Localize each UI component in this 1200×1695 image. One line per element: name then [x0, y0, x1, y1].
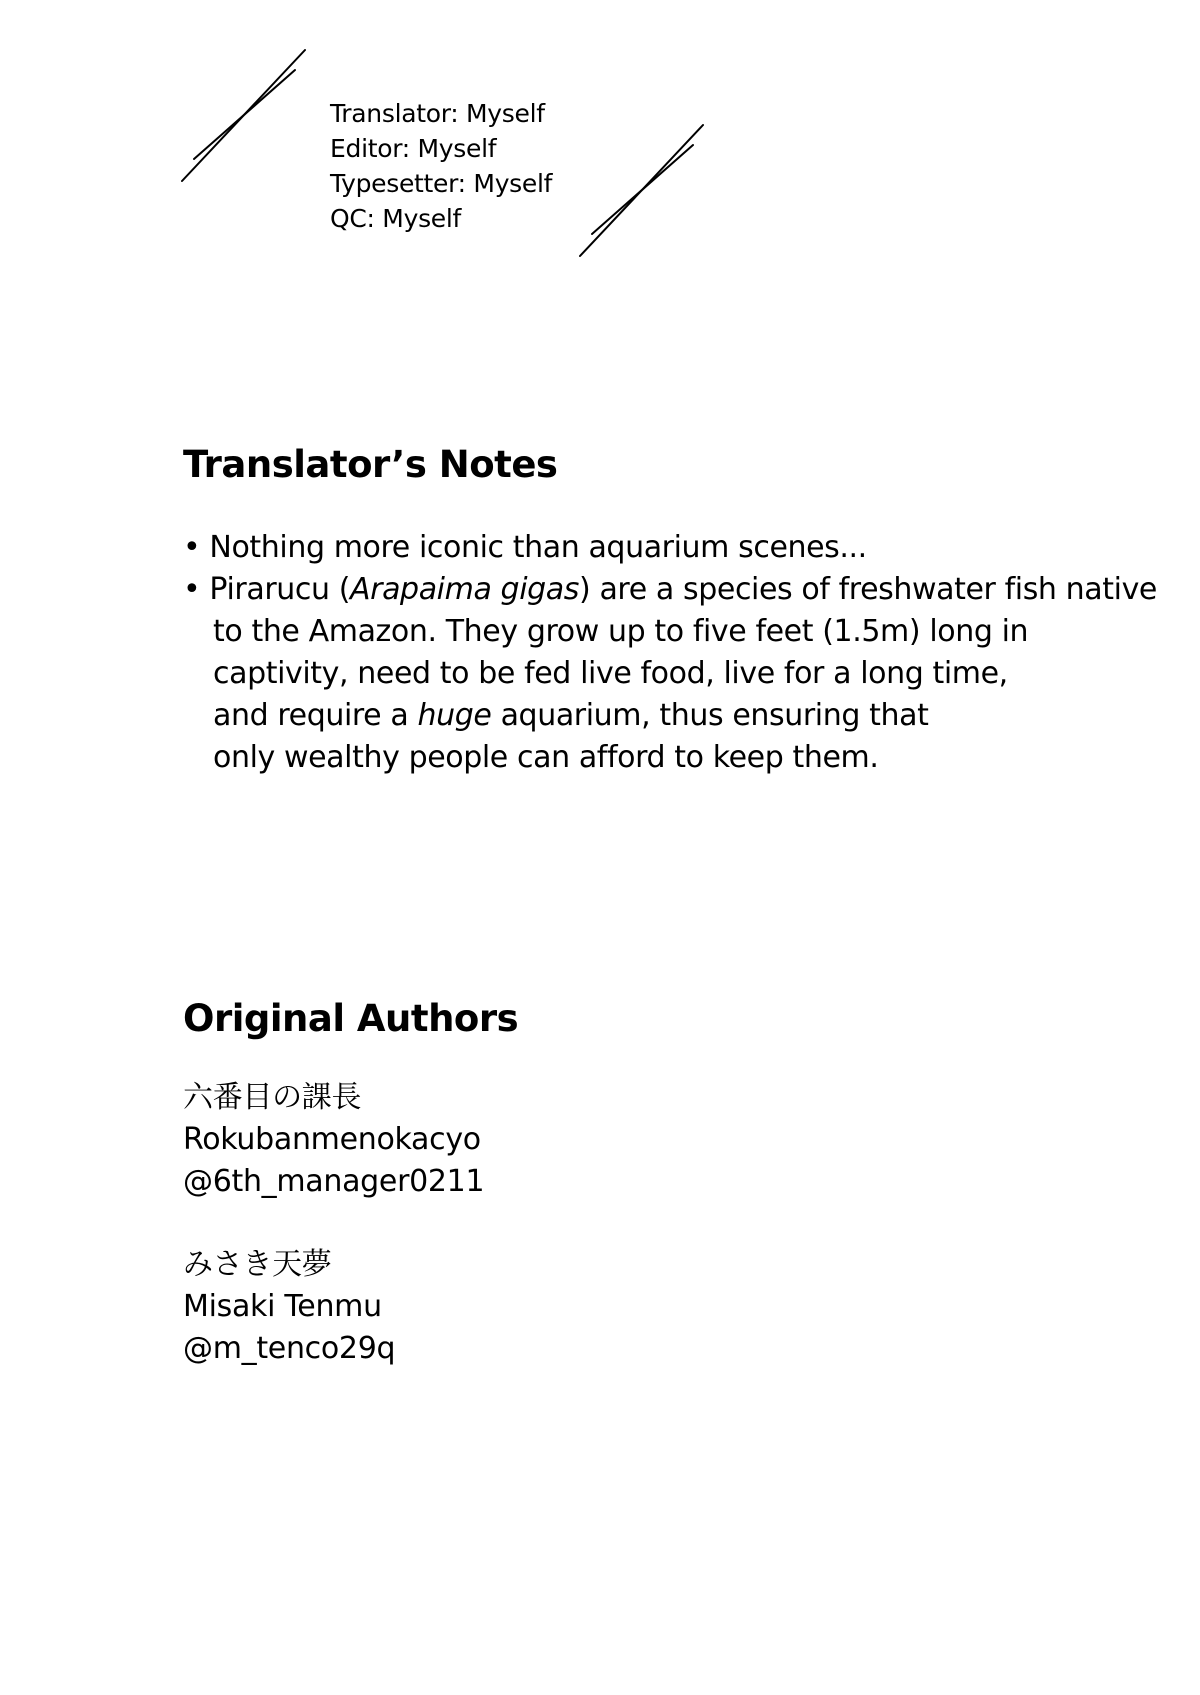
credit-editor: Editor: Myself	[330, 134, 497, 163]
note-2-line-4	[183, 695, 1113, 737]
note-2-line-1-start: • Pirarucu (	[183, 572, 351, 607]
translator-notes-heading: Translator’s Notes	[183, 443, 558, 486]
credit-typesetter: Typesetter: Myself	[330, 169, 553, 198]
note-1-line: • Nothing more iconic than aquarium scenes...	[183, 530, 867, 565]
note-2-line-4-end: aquarium, thus ensuring that	[491, 698, 929, 733]
note-2-line-2: to the Amazon. They grow up to five feet (1.5m) long in	[213, 614, 1029, 649]
author-handle: @6th_manager0211	[183, 1164, 485, 1199]
author-name-japanese: みさき天夢	[183, 1247, 332, 1282]
author-name-romaji: Misaki Tenmu	[183, 1289, 382, 1324]
author-name-japanese: 六番目の課長	[183, 1080, 362, 1115]
left-double-slash	[182, 50, 305, 181]
credit-translator: Translator: Myself	[330, 99, 545, 128]
author-entry	[183, 1244, 395, 1370]
note-2-line-1-end: ) are a species of freshwater fish native	[579, 572, 1157, 607]
species-name-italic: Arapaima gigas	[350, 572, 579, 607]
decorative-slash-lines	[0, 0, 1200, 300]
note-item	[183, 569, 1157, 779]
author-name-romaji: Rokubanmenokacyo	[183, 1122, 481, 1157]
note-2-line-5: only wealthy people can afford to keep them.	[213, 740, 879, 775]
note-item	[183, 527, 1113, 569]
translator-notes-list	[183, 527, 1157, 779]
note-2-line-1	[183, 569, 1157, 611]
emphasis-italic: huge	[417, 698, 492, 733]
right-double-slash	[580, 125, 703, 256]
author-entry	[183, 1077, 484, 1203]
right-slash-line-short	[592, 145, 693, 234]
note-2-line-3: captivity, need to be fed live food, live for a long time,	[213, 656, 1008, 691]
credits-block	[330, 96, 552, 236]
credit-qc: QC: Myself	[330, 204, 462, 233]
author-handle: @m_tenco29q	[183, 1331, 396, 1366]
note-2-line-4-start: and require a	[213, 698, 418, 733]
left-slash-line-short	[194, 70, 295, 159]
original-authors-heading: Original Authors	[183, 997, 519, 1040]
